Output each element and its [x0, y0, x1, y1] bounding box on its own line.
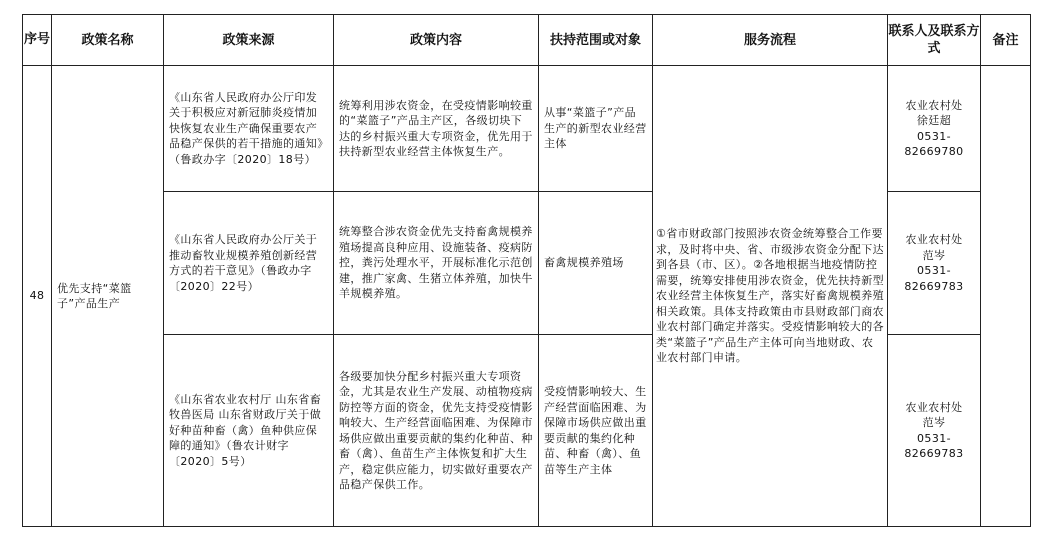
source-cell — [164, 335, 334, 527]
header-contact: 联系人及联系方式 — [888, 15, 981, 66]
header-row — [23, 15, 1031, 66]
source-cell — [164, 66, 334, 192]
policy-name-text: 优先支持“菜篮子”产品生产 — [57, 281, 132, 310]
policy-name-cell — [52, 66, 164, 527]
contact-phone: 0531-82669783 — [904, 431, 964, 460]
source-cell — [164, 192, 334, 335]
contact-dept: 农业农村处 — [905, 400, 963, 414]
header-source: 政策来源 — [164, 15, 334, 66]
process-cell — [653, 66, 888, 527]
scope-text: 受疫情影响较大、生产经营面临困难、为保障市场供应做出重要贡献的集约化种苗、种畜（禽）、鱼苗等生产主体 — [544, 385, 647, 476]
source-text: 《山东省人民政府办公厅关于推动畜牧业规模养殖创新经营方式的若干意见》（鲁政办字〔2020〕22号） — [169, 233, 318, 293]
content-text: 统筹整合涉农资金优先支持畜禽规模养殖场提高良种应用、设施装备、疫病防控，粪污处理水平，开展标准化示范创建，推广家禽、生猪立体养殖，加快牛羊规模养殖。 — [339, 225, 533, 301]
contact-cell — [888, 335, 981, 527]
note-cell — [981, 66, 1031, 527]
contact-name: 范岑 — [922, 416, 946, 429]
scope-cell — [539, 192, 653, 335]
policy-table — [22, 14, 1031, 527]
content-text: 统筹利用涉农资金，在受疫情影响较重的“菜篮子”产品主产区，各级切块下达的乡村振兴重大专项资金，优先用于扶持新型农业经营主体恢复生产。 — [339, 98, 533, 158]
header-process: 服务流程 — [653, 15, 888, 66]
content-cell — [334, 192, 539, 335]
header-note: 备注 — [981, 15, 1031, 66]
content-cell — [334, 66, 539, 192]
scope-text: 畜禽规模养殖场 — [544, 256, 624, 270]
contact-dept: 农业农村处 — [905, 233, 963, 246]
header-content: 政策内容 — [334, 15, 539, 66]
contact-cell — [888, 66, 981, 192]
header-scope: 扶持范围或对象 — [539, 15, 653, 66]
contact-name: 范岑 — [922, 248, 946, 262]
contact-cell — [888, 192, 981, 335]
contact-name: 徐廷超 — [916, 114, 952, 127]
scope-cell — [539, 335, 653, 527]
seq-cell: 48 — [23, 66, 52, 527]
scope-text: 从事“菜篮子”产品生产的新型农业经营主体 — [544, 106, 647, 151]
header-name: 政策名称 — [52, 15, 164, 66]
source-text: 《山东省人民政府办公厅印发关于积极应对新冠肺炎疫情加快恢复农业生产确保重要农产品稳产保供的若干措施的通知》（鲁政办字〔2020〕18号） — [169, 90, 324, 166]
table-row — [23, 66, 1031, 192]
source-text: 《山东省农业农村厅 山东省畜牧兽医局 山东省财政厅关于做好种苗种畜（禽）鱼种供应保障的通知》（鲁农计财字〔2020〕5号） — [169, 392, 322, 468]
scope-cell — [539, 66, 653, 192]
contact-dept: 农业农村处 — [905, 98, 963, 112]
process-text: ①省市财政部门按照涉农资金统筹整合工作要求，及时将中央、省、市级涉农资金分配下达到各县（市、区）。②各地根据当地疫情防控需要，统筹安排使用涉农资金，优先扶持新型农业经营主体恢复生产，落实好畜禽规模养殖相关政策。具体支持政策由市县财政部门商农业农村部门确定并落实。受疫情影响较大的各类“菜篮子”产品生产主体可向当地财政、农业农村部门申请。 — [656, 227, 884, 365]
contact-phone: 0531-82669780 — [904, 129, 964, 158]
content-cell — [334, 335, 539, 527]
content-text: 各级要加快分配乡村振兴重大专项资金，尤其是农业生产发展、动植物疫病防控等方面的资金，优先支持受疫情影响较大、生产经营面临困难、为保障市场供应做出重要贡献的集约化种苗、种畜（禽）、鱼苗生产主体恢复和扩大生产，稳定供应能力，切实做好重要农产品稳产保供工作。 — [339, 369, 533, 491]
contact-phone: 0531-82669783 — [904, 264, 964, 293]
header-seq: 序号 — [23, 15, 52, 66]
